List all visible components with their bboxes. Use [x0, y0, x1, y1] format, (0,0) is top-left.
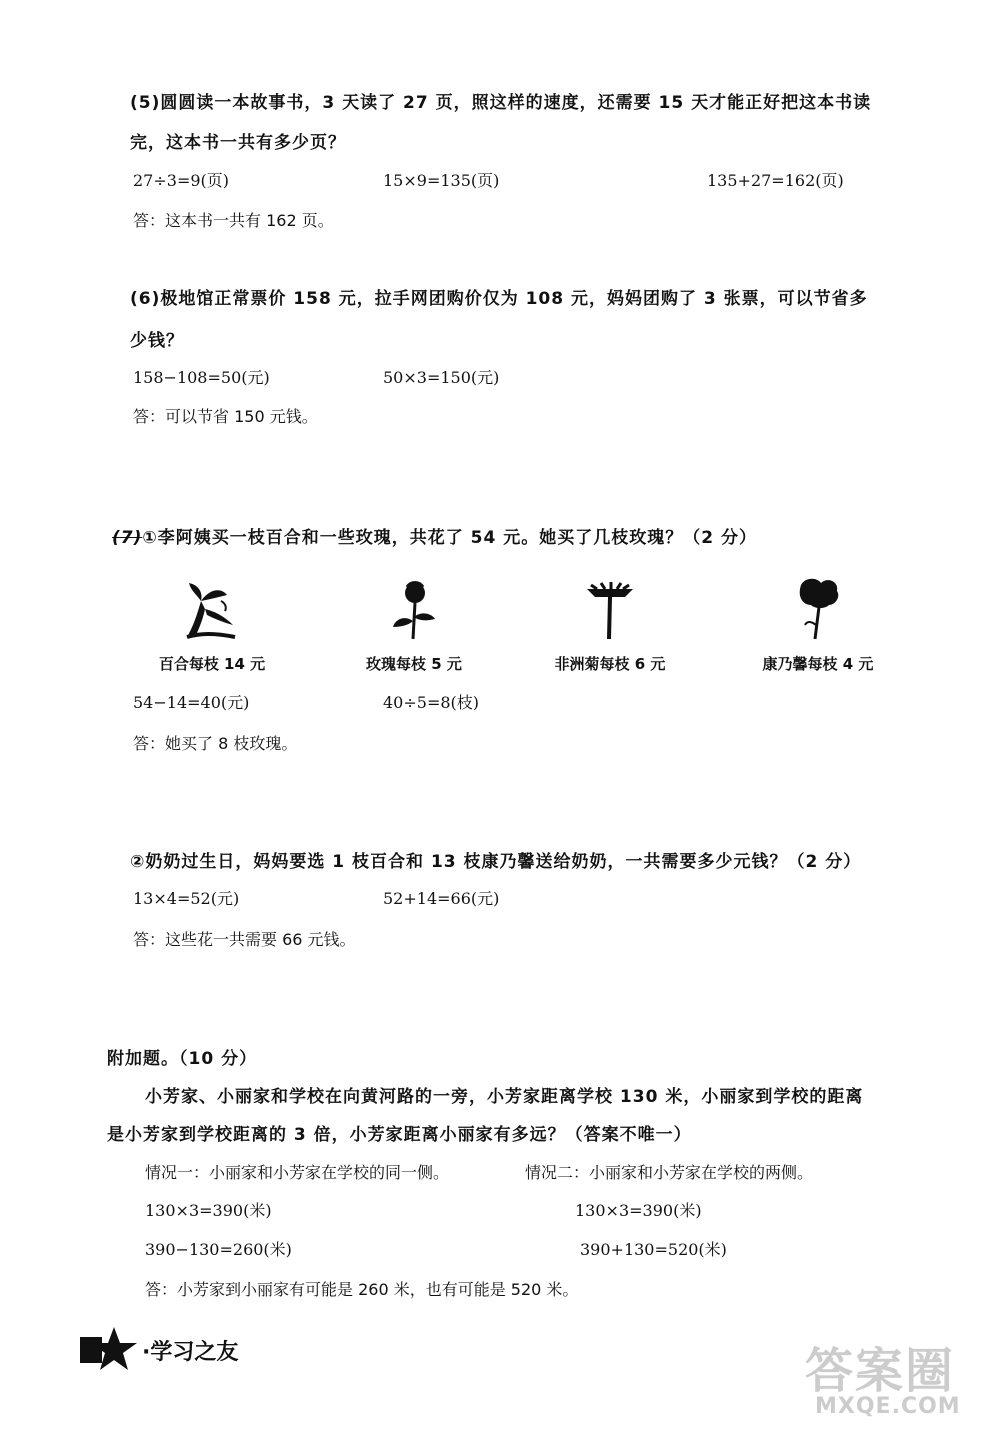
bonus-case2: 情况二：小丽家和小芳家在学校的两侧。 — [525, 1163, 814, 1182]
q5-answer: 答：这本书一共有 162 页。 — [133, 211, 334, 230]
watermark-logo-text: 答案圈 — [805, 1343, 956, 1399]
q7-answer1: 答：她买了 8 枝玫瑰。 — [133, 734, 298, 753]
bonus-title: 附加题。（10 分） — [107, 1049, 258, 1069]
bonus-answer: 答：小芳家到小丽家有可能是 260 米，也有可能是 520 米。 — [145, 1280, 579, 1299]
q7-calc1-2: 40÷5=8(枝) — [383, 693, 480, 712]
q6-text-line1: (6)极地馆正常票价 158 元，拉手网团购价仅为 108 元，妈妈团购了 3 张票，可以节省多 — [130, 289, 868, 309]
q5-calc-1: 27÷3=9(页) — [133, 171, 230, 190]
watermark-url: MXQE.COM — [815, 1394, 961, 1419]
bonus-case1-calc-1: 130×3=390(米) — [145, 1201, 272, 1220]
q6-calc-1: 158−108=50(元) — [133, 368, 270, 387]
q7-calc1-1: 54−14=40(元) — [133, 693, 250, 712]
flower-rose — [314, 575, 514, 674]
q6-text-line2: 少钱？ — [130, 331, 184, 351]
q5-text-line1: (5)圆圆读一本故事书，3 天读了 27 页，照这样的速度，还需要 15 天才能正好把这本书读 — [130, 93, 872, 113]
gerbera-caption: 非洲菊每枝 6 元 — [554, 655, 666, 673]
q7-part2-text: ②奶奶过生日，妈妈要选 1 枝百合和 13 枝康乃馨送给奶奶，一共需要多少元钱？（2 分） — [130, 852, 862, 872]
q7-calc2-2: 52+14=66(元) — [383, 889, 500, 908]
bonus-case1-calc-2: 390−130=260(米) — [145, 1240, 292, 1259]
carnation-icon — [783, 575, 853, 645]
q7-calc2-1: 13×4=52(元) — [133, 889, 240, 908]
q7-prefix: (7) — [112, 528, 143, 548]
flower-lily — [112, 575, 312, 674]
q5-text-line2: 完，这本书一共有多少页？ — [130, 133, 346, 153]
bonus-case2-calc-1: 130×3=390(米) — [575, 1201, 702, 1220]
bonus-case2-calc-2: 390+130=520(米) — [580, 1240, 727, 1259]
star-icon — [80, 1325, 140, 1375]
q7-part1-question: ①李阿姨买一枝百合和一些玫瑰，共花了 54 元。她买了几枝玫瑰？（2 分） — [142, 528, 758, 548]
rose-icon — [379, 575, 449, 645]
q7-answer2: 答：这些花一共需要 66 元钱。 — [133, 930, 356, 949]
q6-answer: 答：可以节省 150 元钱。 — [133, 407, 318, 426]
q7-part1-text — [112, 523, 757, 548]
rose-caption: 玫瑰每枝 5 元 — [366, 655, 462, 673]
flower-gerbera — [510, 575, 710, 674]
bonus-case1: 情况一：小丽家和小芳家在学校的同一侧。 — [145, 1163, 450, 1182]
carnation-caption: 康乃馨每枝 4 元 — [762, 655, 874, 673]
q5-calc-3: 135+27=162(页) — [707, 171, 844, 190]
bonus-text-line1: 小芳家、小丽家和学校在向黄河路的一旁，小芳家距离学校 130 米，小丽家到学校的距离 — [145, 1087, 864, 1107]
footer — [80, 1325, 320, 1385]
q6-calc-2: 50×3=150(元) — [383, 368, 500, 387]
q5-calc-2: 15×9=135(页) — [383, 171, 500, 190]
footer-brand: ·学习之友 — [142, 1340, 239, 1365]
bonus-text-line2: 是小芳家到学校距离的 3 倍，小芳家距离小丽家有多远？（答案不唯一） — [107, 1125, 692, 1145]
gerbera-icon — [575, 575, 645, 645]
watermark — [805, 1332, 990, 1422]
flower-carnation — [718, 575, 918, 674]
lily-caption: 百合每枝 14 元 — [158, 655, 266, 673]
lily-icon — [177, 575, 247, 645]
